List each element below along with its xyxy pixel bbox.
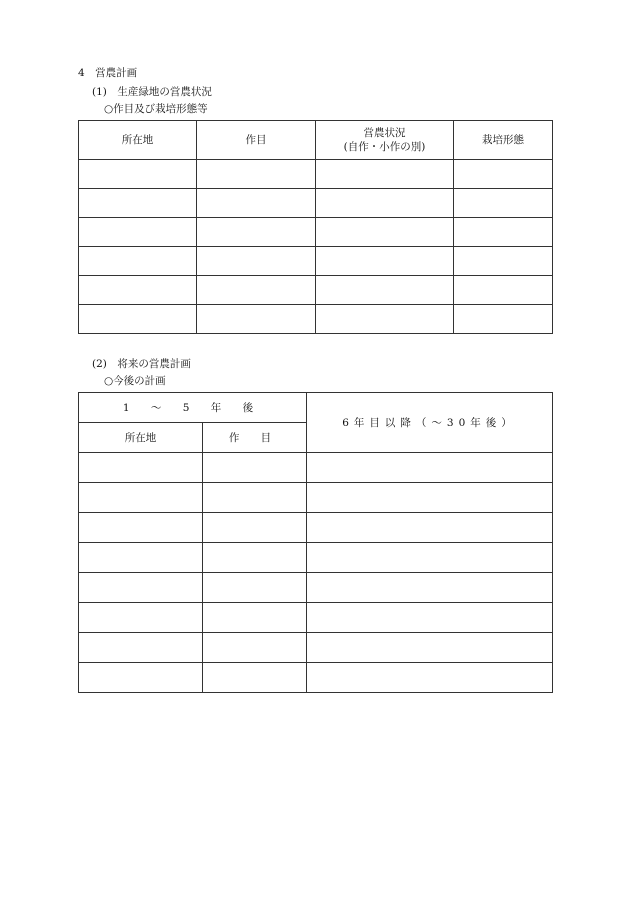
farming-status-table <box>78 120 553 334</box>
long-term-plan-cell[interactable] <box>307 513 553 543</box>
crop-cell[interactable] <box>203 663 307 693</box>
crop-cell[interactable] <box>197 305 316 334</box>
table-row <box>79 189 553 218</box>
table-row <box>79 453 553 483</box>
header-location: 所在地 <box>79 423 203 453</box>
future-plan-table <box>78 392 553 693</box>
cultivation-cell[interactable] <box>454 189 553 218</box>
status-cell[interactable] <box>316 189 454 218</box>
location-cell[interactable] <box>79 189 197 218</box>
table-row <box>79 160 553 189</box>
crop-cell[interactable] <box>203 453 307 483</box>
table-row <box>79 305 553 334</box>
table-row <box>79 276 553 305</box>
table-row <box>79 513 553 543</box>
cultivation-cell[interactable] <box>454 276 553 305</box>
crop-cell[interactable] <box>203 633 307 663</box>
table-row <box>79 483 553 513</box>
location-cell[interactable] <box>79 633 203 663</box>
crop-cell[interactable] <box>203 543 307 573</box>
long-term-plan-cell[interactable] <box>307 573 553 603</box>
header-crop: 作目 <box>197 121 316 160</box>
crop-cell[interactable] <box>197 218 316 247</box>
location-cell[interactable] <box>79 663 203 693</box>
table-row <box>79 543 553 573</box>
status-cell[interactable] <box>316 218 454 247</box>
header-row <box>79 121 553 160</box>
table-row <box>79 663 553 693</box>
cultivation-cell[interactable] <box>454 160 553 189</box>
crop-cell[interactable] <box>197 189 316 218</box>
header-crop: 作 目 <box>203 423 307 453</box>
subsection-2-title: (2) 将来の営農計画 <box>92 358 191 370</box>
cultivation-cell[interactable] <box>454 305 553 334</box>
crop-cell[interactable] <box>203 513 307 543</box>
long-term-plan-cell[interactable] <box>307 603 553 633</box>
location-cell[interactable] <box>79 483 203 513</box>
table-row <box>79 247 553 276</box>
location-cell[interactable] <box>79 603 203 633</box>
location-cell[interactable] <box>79 573 203 603</box>
header-location: 所在地 <box>79 121 197 160</box>
status-cell[interactable] <box>316 247 454 276</box>
header-status <box>316 121 454 160</box>
table-row <box>79 218 553 247</box>
status-cell[interactable] <box>316 276 454 305</box>
location-cell[interactable] <box>79 160 197 189</box>
location-cell[interactable] <box>79 453 203 483</box>
location-cell[interactable] <box>79 543 203 573</box>
table-row <box>79 633 553 663</box>
status-cell[interactable] <box>316 160 454 189</box>
crop-cell[interactable] <box>197 276 316 305</box>
long-term-plan-cell[interactable] <box>307 453 553 483</box>
table-row <box>79 603 553 633</box>
crop-cell[interactable] <box>203 573 307 603</box>
long-term-plan-cell[interactable] <box>307 543 553 573</box>
header-cultivation: 栽培形態 <box>454 121 553 160</box>
header-row-period <box>79 393 553 423</box>
location-cell[interactable] <box>79 247 197 276</box>
subsection-1-note: ○作目及び栽培形態等 <box>104 103 208 115</box>
section-title: 4 営農計画 <box>78 67 138 79</box>
location-cell[interactable] <box>79 218 197 247</box>
crop-cell[interactable] <box>197 160 316 189</box>
subsection-1-title: (1) 生産緑地の営農状況 <box>92 86 212 98</box>
subsection-2-note: ○今後の計画 <box>104 375 166 387</box>
long-term-plan-cell[interactable] <box>307 633 553 663</box>
status-cell[interactable] <box>316 305 454 334</box>
crop-cell[interactable] <box>203 603 307 633</box>
cultivation-cell[interactable] <box>454 218 553 247</box>
header-status-line1: 営農状況 <box>363 127 406 139</box>
long-term-plan-cell[interactable] <box>307 663 553 693</box>
header-status-line2: (自作・小作の別) <box>343 141 426 153</box>
crop-cell[interactable] <box>197 247 316 276</box>
header-period-1-5: 1 ～ 5 年 後 <box>79 393 307 423</box>
table-row <box>79 573 553 603</box>
header-period-6-30: 6年目以降（～30年後） <box>307 393 553 453</box>
location-cell[interactable] <box>79 305 197 334</box>
location-cell[interactable] <box>79 276 197 305</box>
cultivation-cell[interactable] <box>454 247 553 276</box>
crop-cell[interactable] <box>203 483 307 513</box>
location-cell[interactable] <box>79 513 203 543</box>
long-term-plan-cell[interactable] <box>307 483 553 513</box>
